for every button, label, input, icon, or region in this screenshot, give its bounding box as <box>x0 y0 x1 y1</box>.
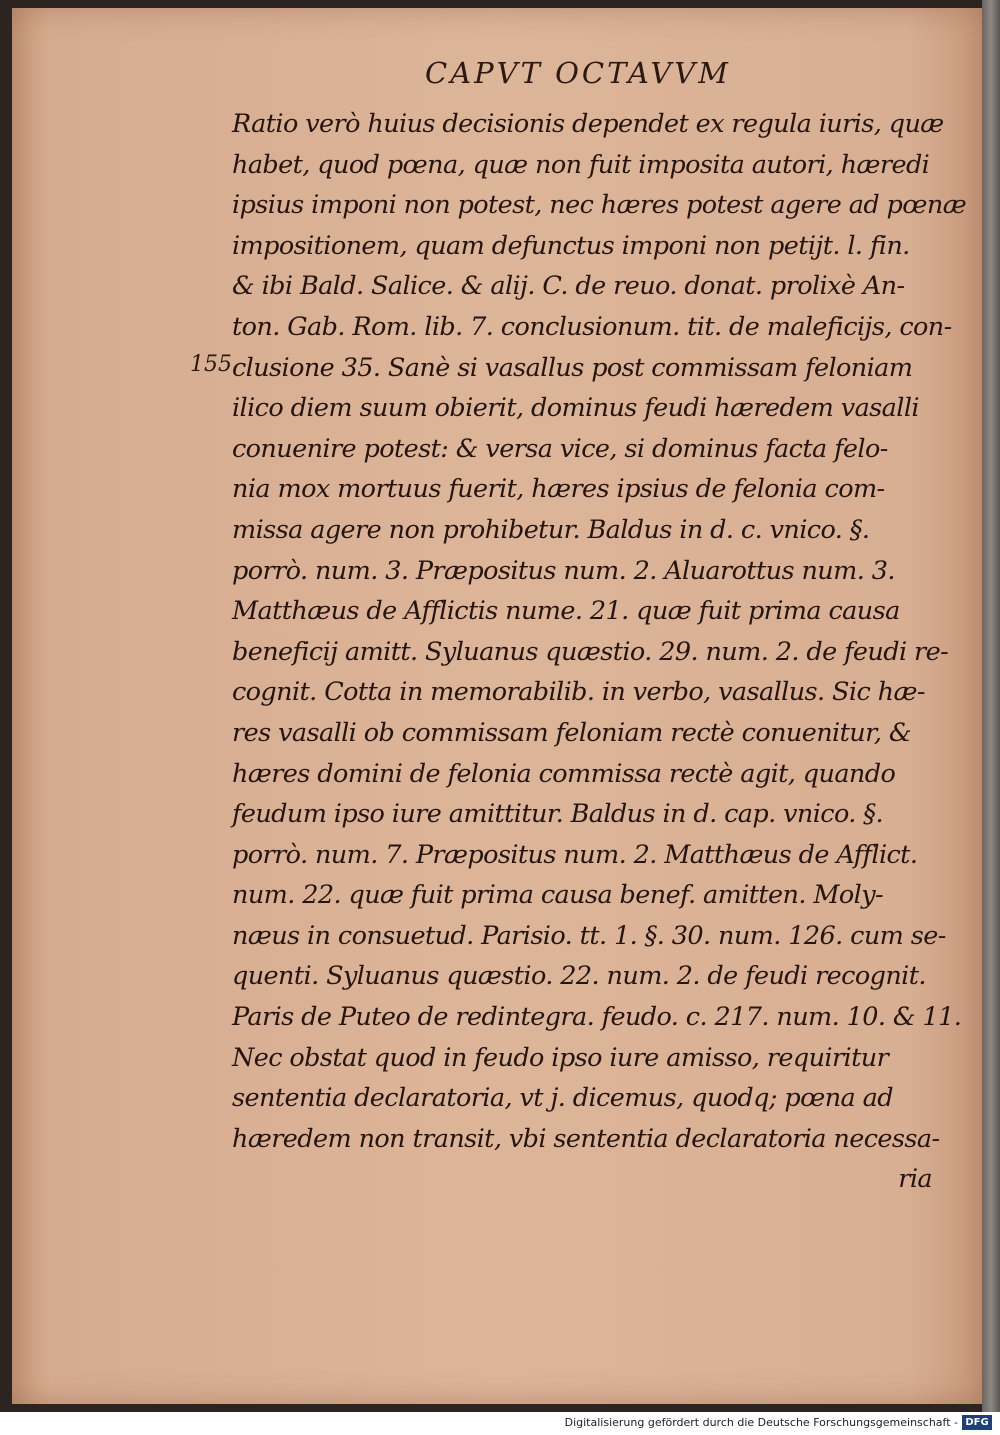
text-line: num. 22. quæ fuit prima causa benef. amitten. Moly- <box>232 880 884 911</box>
text-line: feudum ipso iure amittitur. Baldus in d. cap. vnico. §. <box>232 799 883 830</box>
text-line: nia mox mortuus fuerit, hæres ipsius de felonia com- <box>232 474 885 505</box>
text-line: sententia declaratoria, vt j. dicemus, quodq; pœna ad <box>232 1083 893 1114</box>
text-line: Nec obstat quod in feudo ipso iure amisso, requiritur <box>232 1042 889 1073</box>
text-line: porrò. num. 3. Præpositus num. 2. Aluarottus num. 3. <box>232 555 895 586</box>
text-line: ton. Gab. Rom. lib. 7. conclusionum. tit. de maleficijs, con- <box>232 311 952 342</box>
text-line: porrò. num. 7. Præpositus num. 2. Matthæus de Afflict. <box>232 839 918 870</box>
text-line: beneficij amitt. Syluanus quæstio. 29. num. 2. de feudi re- <box>232 636 949 667</box>
text-line: res vasalli ob commissam feloniam rectè conuenitur, & <box>232 717 911 748</box>
text-line: Matthæus de Afflictis nume. 21. quæ fuit prima causa <box>232 596 900 627</box>
footer-credit: Digitalisierung gefördert durch die Deutsche Forschungsgemeinschaft - <box>564 1416 958 1429</box>
running-head: CAPVT OCTAVVM <box>425 56 731 90</box>
text-line: clusione 35. Sanè si vasallus post commissam feloniam <box>232 352 913 383</box>
text-line: impositionem, quam defunctus imponi non petijt. l. fin. <box>232 230 910 261</box>
page-edge <box>982 0 1000 1412</box>
text-line: ipsius imponi non potest, nec hæres potest agere ad pœnæ <box>232 190 967 221</box>
margin-note: 155 <box>190 352 232 377</box>
dfg-logo-icon: DFG <box>962 1415 992 1430</box>
text-line: hæres domini de felonia commissa rectè agit, quando <box>232 758 896 789</box>
body-text <box>232 104 967 1200</box>
footer-bar <box>0 1412 1000 1435</box>
text-line: & ibi Bald. Salice. & alij. C. de reuo. donat. prolixè An- <box>232 271 905 302</box>
text-line: hæredem non transit, vbi sententia declaratoria necessa- <box>232 1123 940 1154</box>
text-line: cognit. Cotta in memorabilib. in verbo, vasallus. Sic hæ- <box>232 677 925 708</box>
text-line: quenti. Syluanus quæstio. 22. num. 2. de feudi recognit. <box>232 961 926 992</box>
text-line: næus in consuetud. Parisio. tt. 1. §. 30. num. 126. cum se- <box>232 920 946 951</box>
text-line: Paris de Puteo de redintegra. feudo. c. 217. num. 10. & 11. <box>232 1002 962 1033</box>
text-line: Ratio verò huius decisionis dependet ex regula iuris, quæ <box>232 109 944 139</box>
text-line: habet, quod pœna, quæ non fuit imposita autori, hæredi <box>232 149 930 180</box>
catchword: ria <box>898 1164 932 1195</box>
text-line: conuenire potest: & versa vice, si dominus facta felo- <box>232 433 888 464</box>
text-line: missa agere non prohibetur. Baldus in d. c. vnico. §. <box>232 514 870 545</box>
text-line: ilico diem suum obierit, dominus feudi hæredem vasalli <box>232 393 919 424</box>
